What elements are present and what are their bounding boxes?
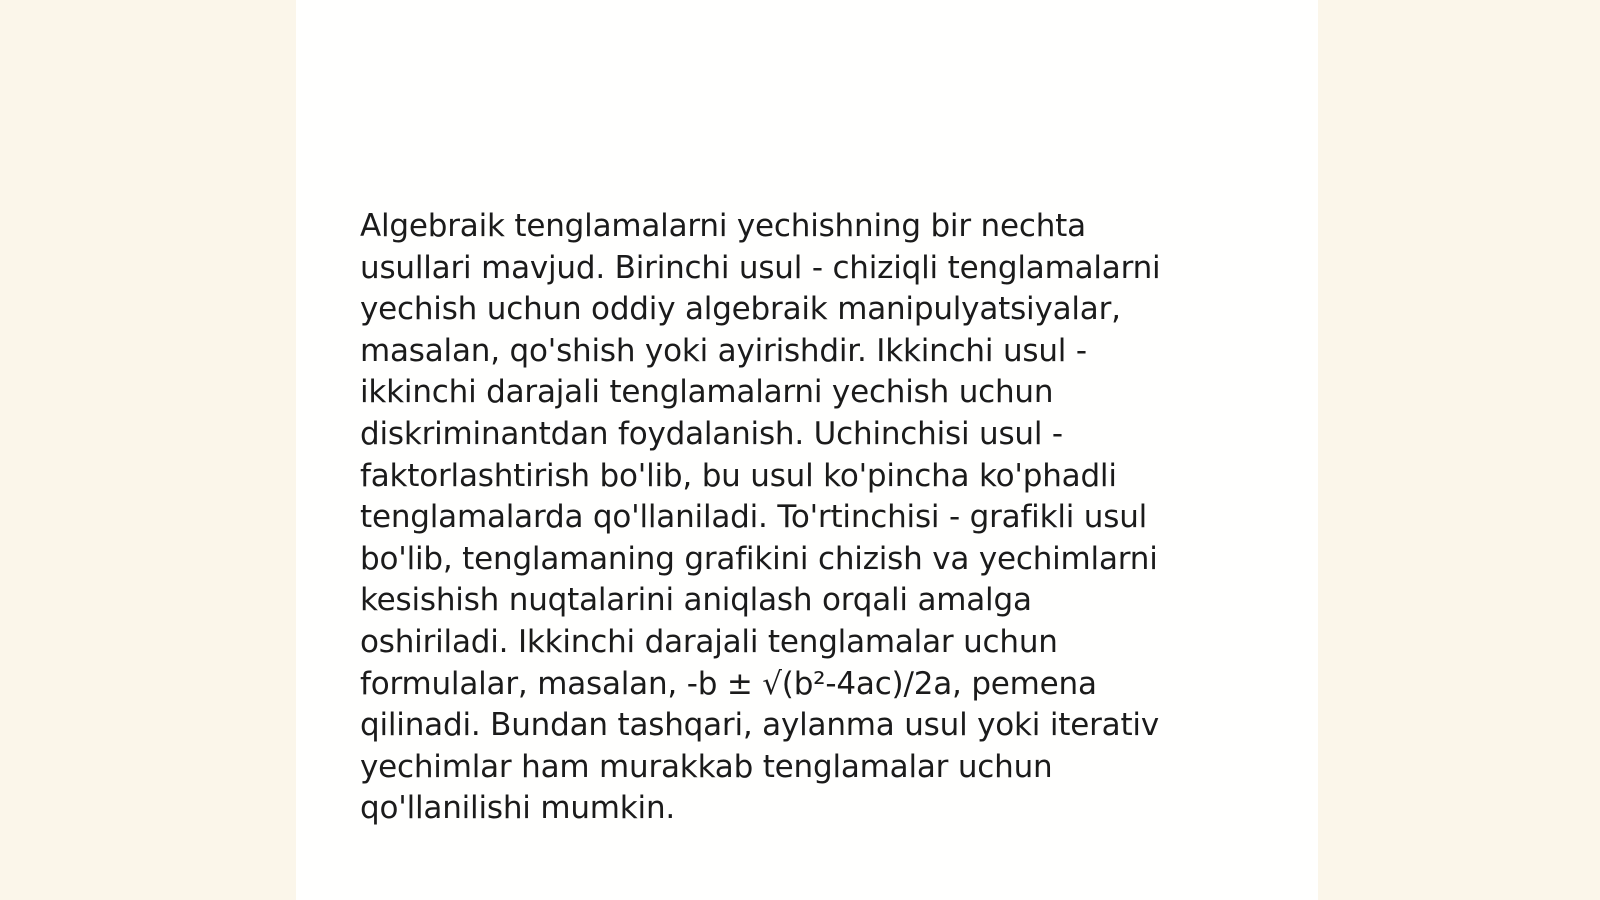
slide-body-text: Algebraik tenglamalarni yechishning bir nechta usullari mavjud. Birinchi usul - chiziqli tenglamalarni yechish uchun oddiy algebraik manipulyatsiyalar, masalan, qo'shish yoki ayirishdir. Ikkinchi usul - ikkinchi darajali tenglamalarni yechish uchun diskriminantdan foydalanish. Uchinchisi usul - faktorlashtirish bo'lib, bu usul ko'pincha ko'phadli tenglamalarda qo'llaniladi. To'rtinchisi - grafikli usul bo'lib, tenglamaning grafikini chizish va yechimlarni kesishish nuqtalarini aniqlash orqali amalga oshiriladi. Ikkinchi darajali tenglamalar uchun formulalar, masalan, -b ± √(b²-4ac)/2a, pemena qilinadi. Bundan tashqari, aylanma usul yoki iterativ yechimlar ham murakkab tenglamalar uchun qo'llanilishi mumkin. <box>360 208 1161 827</box>
slide-page <box>296 0 1318 900</box>
